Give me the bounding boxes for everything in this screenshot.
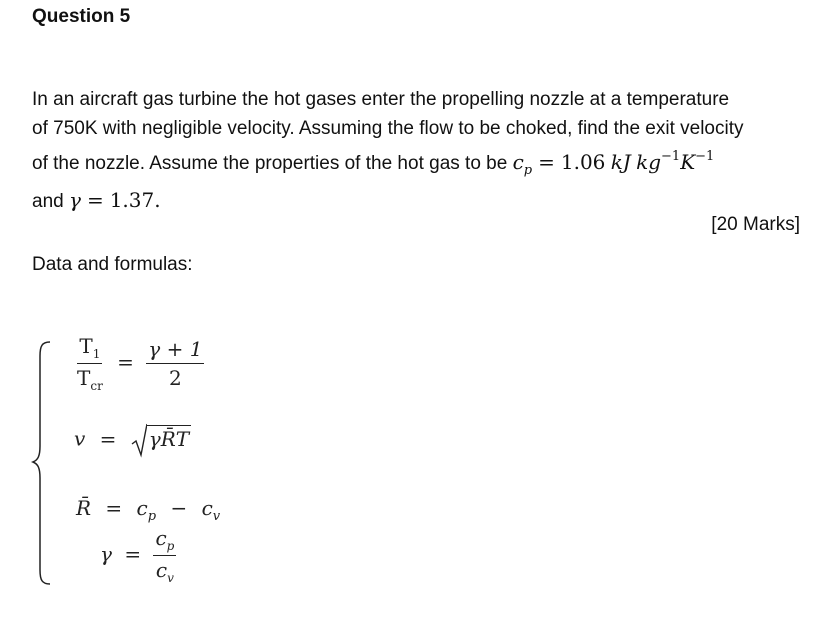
marks-label: [20 Marks] bbox=[711, 214, 800, 235]
formula-gas-constant: R̄ = $c_p - c_v$ bbox=[76, 496, 221, 524]
formula-system bbox=[30, 330, 270, 600]
question-line-2: of 750K with negligible velocity. Assuming the flow to be choked, find the exit velocity bbox=[32, 117, 744, 139]
question-line-1: In an aircraft gas turbine the hot gases enter the propelling nozzle at a temperature bbox=[32, 89, 730, 110]
formula-gamma: γ = $\frac{c_p}{c_v}$ bbox=[100, 526, 175, 585]
question-line-4: and γ = 1.37. bbox=[32, 187, 161, 212]
formula-temperature-ratio: $\frac{T_1}{T_{cr}}$ = $\frac{\gamma + 1}{2}$ bbox=[77, 334, 203, 393]
left-brace-icon bbox=[30, 330, 60, 590]
data-heading: Data and formulas: bbox=[32, 254, 193, 275]
sqrt-icon bbox=[131, 422, 147, 458]
formula-velocity: v = γR̄T bbox=[74, 422, 191, 458]
question-title: Question 5 bbox=[32, 6, 131, 27]
question-body bbox=[32, 86, 814, 216]
question-line-3: of the nozzle. Assume the properties of the hot gas to be $c_p = 1.06$ kJ $kg^{-1}K^{-1}$ bbox=[32, 149, 715, 178]
